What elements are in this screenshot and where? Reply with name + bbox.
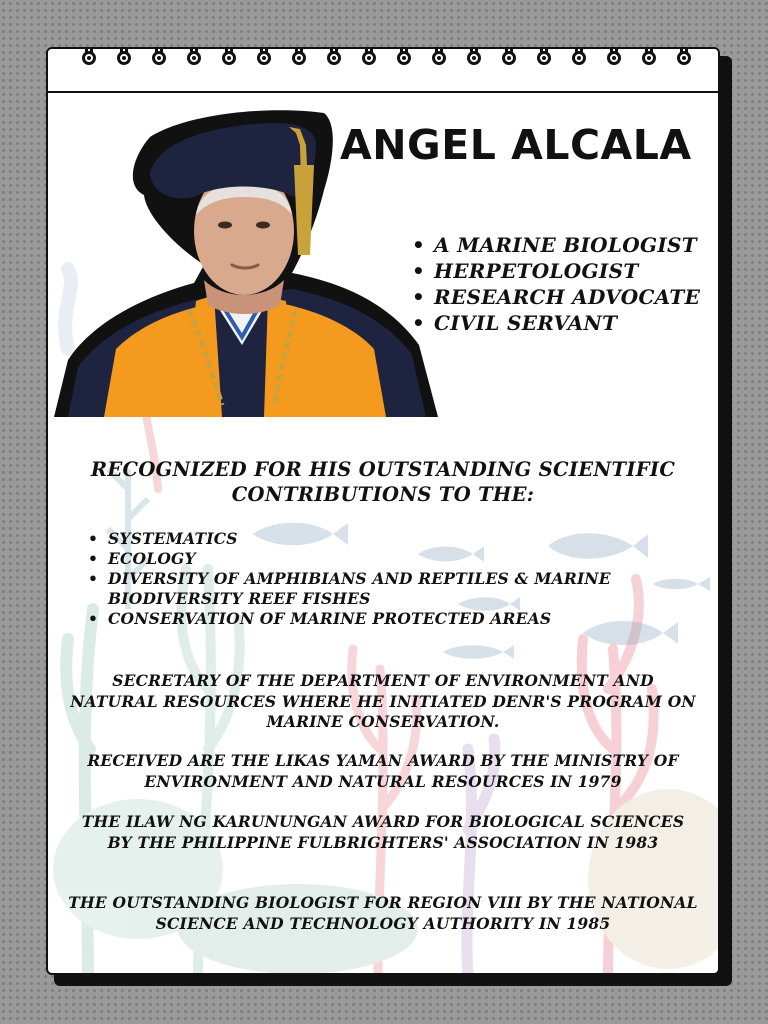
- field-item: • SYSTEMATICS: [88, 529, 678, 549]
- ilaw-paragraph: THE ILAW NG KARUNUNGAN AWARD FOR BIOLOGICAL SCIENCES BY THE PHILIPPINE FULBRIGHTERS' ASSOCIATION IN 1983: [81, 812, 685, 852]
- spiral-ring-icon: [502, 47, 516, 71]
- person-name: ANGEL ALCALA: [340, 121, 692, 169]
- roles-list: [412, 232, 700, 336]
- spiral-ring-icon: [292, 47, 306, 71]
- spiral-ring-icon: [152, 47, 166, 71]
- spiral-ring-icon: [222, 47, 236, 71]
- spiral-ring-icon: [642, 47, 656, 71]
- spiral-ring-icon: [82, 47, 96, 71]
- spiral-ring-icon: [257, 47, 271, 71]
- field-item: • DIVERSITY OF AMPHIBIANS AND REPTILES & MARINE BIODIVERSITY REEF FISHES: [88, 569, 678, 609]
- notebook-card: [46, 47, 720, 975]
- recognition-headline-line: CONTRIBUTIONS TO THE:: [231, 483, 535, 506]
- spiral-ring-icon: [537, 47, 551, 71]
- spiral-ring-icon: [187, 47, 201, 71]
- recognition-headline: [58, 457, 708, 507]
- role-item: • A MARINE BIOLOGIST: [412, 232, 700, 258]
- role-item: • RESEARCH ADVOCATE: [412, 284, 700, 310]
- spiral-ring-icon: [327, 47, 341, 71]
- likas-yaman-paragraph: RECEIVED ARE THE LIKAS YAMAN AWARD BY THE MINISTRY OF ENVIRONMENT AND NATURAL RESOURCES IN 1979: [87, 751, 679, 791]
- field-item: • CONSERVATION OF MARINE PROTECTED AREAS: [88, 609, 678, 629]
- contribution-fields-list: [88, 529, 678, 629]
- field-item: • ECOLOGY: [88, 549, 678, 569]
- role-item: • CIVIL SERVANT: [412, 310, 700, 336]
- spiral-binding: [82, 47, 720, 75]
- role-item: • HERPETOLOGIST: [412, 258, 700, 284]
- spiral-ring-icon: [397, 47, 411, 71]
- spiral-ring-icon: [432, 47, 446, 71]
- spiral-ring-icon: [572, 47, 586, 71]
- spiral-ring-icon: [362, 47, 376, 71]
- spiral-ring-icon: [117, 47, 131, 71]
- spiral-ring-icon: [607, 47, 621, 71]
- recognition-headline-line: RECOGNIZED FOR HIS OUTSTANDING SCIENTIFIC: [90, 458, 676, 481]
- spiral-ring-icon: [467, 47, 481, 71]
- fish-icon: [443, 645, 514, 659]
- biologist-paragraph: THE OUTSTANDING BIOLOGIST FOR REGION VIII BY THE NATIONAL SCIENCE AND TECHNOLOGY AUTHORITY IN 1985: [68, 893, 698, 933]
- denr-paragraph: SECRETARY OF THE DEPARTMENT OF ENVIRONMENT AND NATURAL RESOURCES WHERE HE INITIATED DENR'S PROGRAM ON MARINE CONSERVATION.: [70, 671, 696, 731]
- spiral-ring-icon: [677, 47, 691, 71]
